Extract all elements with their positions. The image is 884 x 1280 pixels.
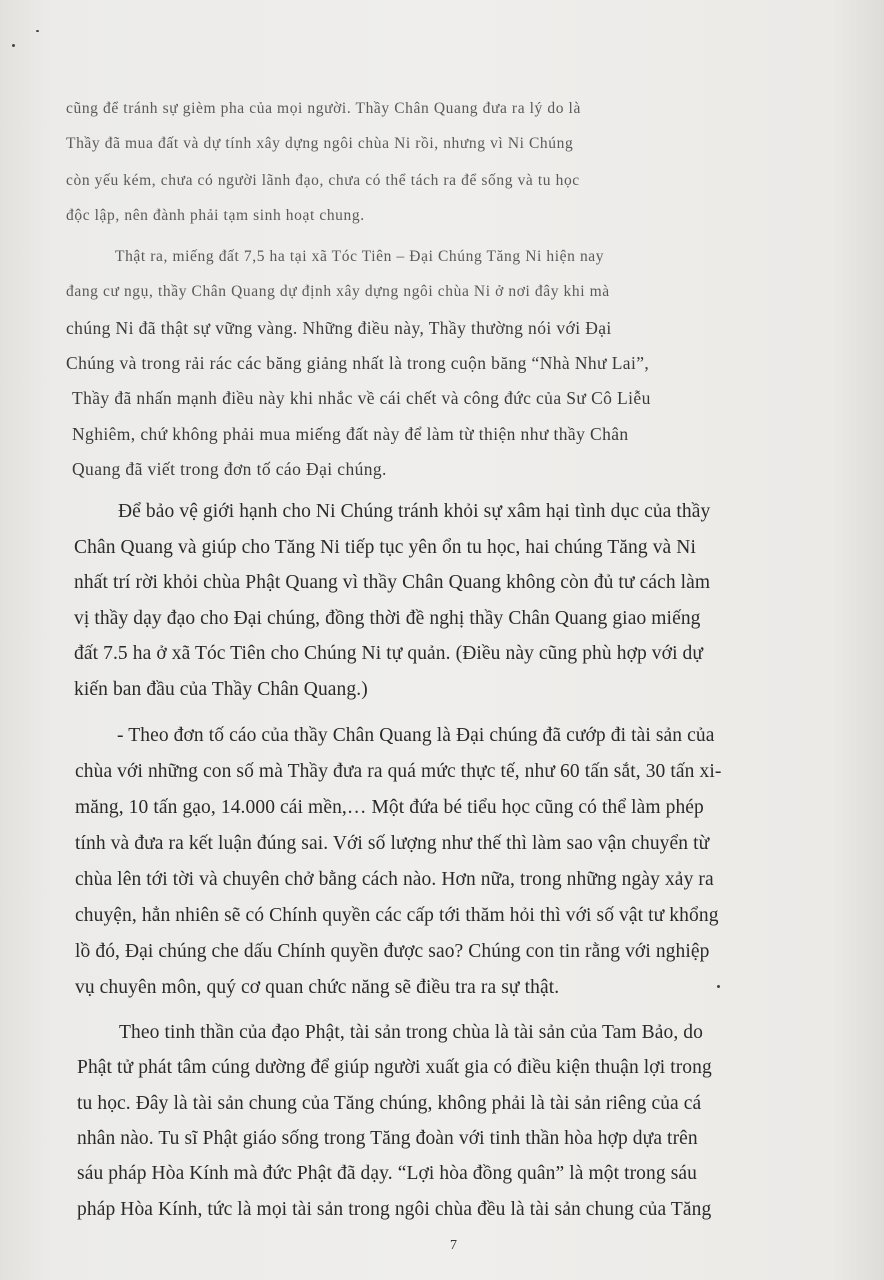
text-line: nhất trí rời khỏi chùa Phật Quang vì thầy Chân Quang không còn đủ tư cách làm — [74, 572, 711, 593]
text-line: nhân nào. Tu sĩ Phật giáo sống trong Tăng đoàn với tinh thần hòa hợp dựa trên — [77, 1128, 698, 1149]
text-line: - Theo đơn tố cáo của thầy Chân Quang là Đại chúng đã cướp đi tài sản của — [117, 725, 715, 746]
text-line: tính và đưa ra kết luận đúng sai. Với số lượng như thế thì làm sao vận chuyển từ — [75, 833, 710, 854]
text-line: Thầy đã mua đất và dự tính xây dựng ngôi chùa Ni rồi, nhưng vì Ni Chúng — [66, 135, 574, 152]
text-line: Để bảo vệ giới hạnh cho Ni Chúng tránh khỏi sự xâm hại tình dục của thầy — [118, 501, 711, 522]
text-line: vị thầy dạy đạo cho Đại chúng, đồng thời đề nghị thầy Chân Quang giao miếng — [74, 608, 701, 629]
text-line: cũng để tránh sự gièm pha của mọi người. Thầy Chân Quang đưa ra lý do là — [66, 100, 581, 117]
scan-speck — [36, 30, 39, 32]
text-line: còn yếu kém, chưa có người lãnh đạo, chưa có thể tách ra để sống và tu học — [66, 172, 580, 189]
text-line: Nghiêm, chứ không phải mua miếng đất này để làm từ thiện như thầy Chân — [72, 424, 629, 444]
text-line: đang cư ngụ, thầy Chân Quang dự định xây dựng ngôi chùa Ni ở nơi đây khi mà — [66, 283, 610, 300]
text-line: vụ chuyên môn, quý cơ quan chức năng sẽ điều tra ra sự thật. — [75, 977, 560, 998]
text-line: chùa với những con số mà Thầy đưa ra quá mức thực tế, như 60 tấn sắt, 30 tấn xi- — [75, 761, 722, 782]
text-line: đất 7.5 ha ở xã Tóc Tiên cho Chúng Ni tự quản. (Điều này cũng phù hợp với dự — [74, 643, 704, 664]
text-line: kiến ban đầu của Thầy Chân Quang.) — [74, 679, 368, 700]
text-line: chúng Ni đã thật sự vững vàng. Những điều này, Thầy thường nói với Đại — [66, 318, 612, 338]
text-line: Chân Quang và giúp cho Tăng Ni tiếp tục yên ổn tu học, hai chúng Tăng và Ni — [74, 537, 696, 558]
text-line: Thầy đã nhấn mạnh điều này khi nhắc về cái chết và công đức của Sư Cô Liễu — [72, 388, 651, 408]
text-line: pháp Hòa Kính, tức là mọi tài sản trong ngôi chùa đều là tài sản chung của Tăng — [77, 1199, 712, 1220]
scan-speck — [12, 44, 15, 47]
text-line: chuyện, hẳn nhiên sẽ có Chính quyền các cấp tới thăm hỏi thì với số vật tư khổng — [75, 905, 719, 926]
text-line: tu học. Đây là tài sản chung của Tăng chúng, không phải là tài sản riêng của cá — [77, 1093, 702, 1114]
page-number: 7 — [450, 1238, 457, 1253]
text-line: lồ đó, Đại chúng che dấu Chính quyền được sao? Chúng con tin rằng với nghiệp — [75, 941, 710, 962]
text-line: Thật ra, miếng đất 7,5 ha tại xã Tóc Tiên – Đại Chúng Tăng Ni hiện nay — [115, 248, 605, 265]
text-line: sáu pháp Hòa Kính mà đức Phật đã dạy. “Lợi hòa đồng quân” là một trong sáu — [77, 1163, 697, 1184]
scan-speck — [717, 985, 720, 988]
text-line: măng, 10 tấn gạo, 14.000 cái mền,… Một đứa bé tiểu học cũng có thể làm phép — [75, 797, 704, 818]
text-line: độc lập, nên đành phải tạm sinh hoạt chung. — [66, 207, 365, 224]
text-line: Quang đã viết trong đơn tố cáo Đại chúng. — [72, 459, 387, 479]
text-line: Chúng và trong rải rác các băng giảng nhất là trong cuộn băng “Nhà Như Lai”, — [66, 353, 650, 373]
text-line: chùa lên tới tời và chuyên chở bằng cách nào. Hơn nữa, trong những ngày xảy ra — [75, 869, 714, 890]
text-line: Theo tinh thần của đạo Phật, tài sản trong chùa là tài sản của Tam Bảo, do — [119, 1022, 704, 1043]
text-line: Phật tử phát tâm cúng dường để giúp người xuất gia có điều kiện thuận lợi trong — [77, 1057, 712, 1078]
